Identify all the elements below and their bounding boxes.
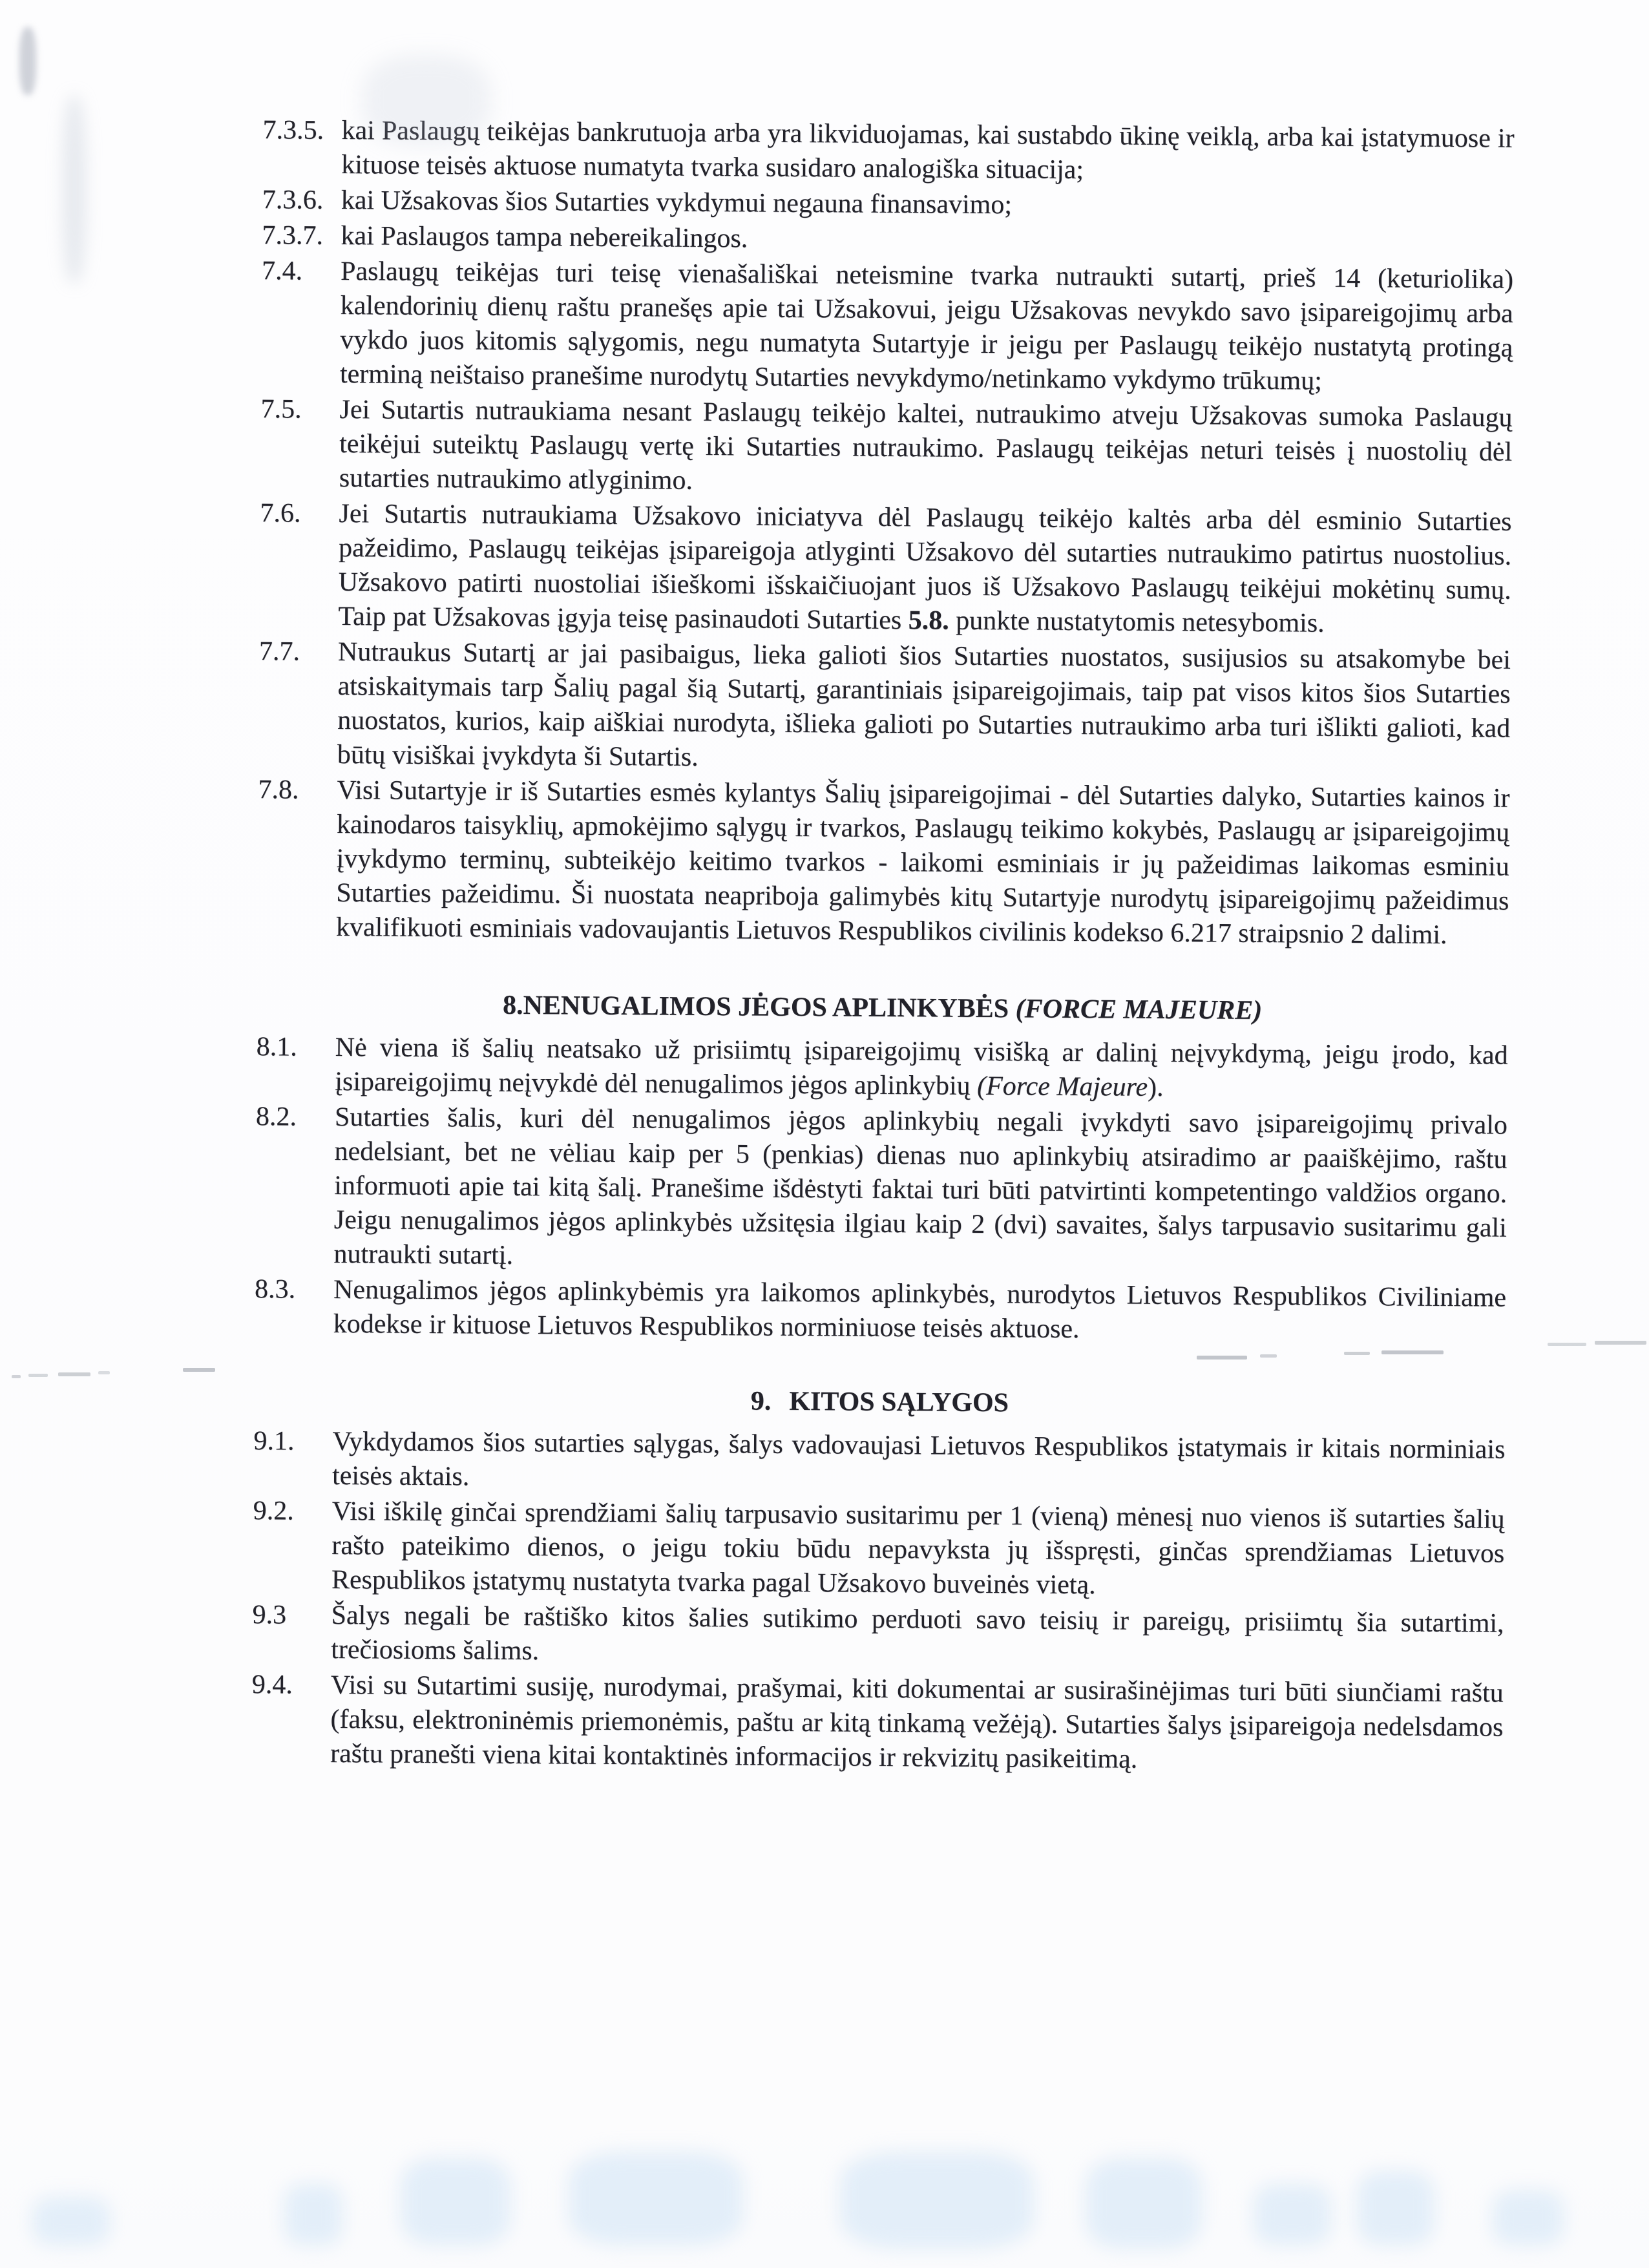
clause-text: Paslaugų teikėjas turi teisę vienašališkai neteismine tvarka nutraukti sutartį, prieš 14 (keturiolika) kalendorinių dienų raštu pranešęs apie tai Užsakovui, jeigu Užsakovas nevykdo savo įsipareigojimų arba vykdo juos kitomis sąlygomis, negu numatyta Sutartyje ir jeigu per Paslaugų teikėjo nustatytą protingą terminą neištaiso pranešime nurodytų Sutarties nevykdymo/netinkamo vykdymo trūkumų; xyxy=(339,257,1514,396)
scan-bottom-streak xyxy=(1357,2171,1434,2245)
section-9-title: KITOS SĄLYGOS xyxy=(789,1386,1009,1418)
section-8-heading xyxy=(257,987,1508,1030)
clause-number: 8.2. xyxy=(255,1102,297,1132)
clause-number: 7.5. xyxy=(260,394,302,425)
clause-text xyxy=(335,1031,1508,1108)
clause-text: Visi Sutartyje ir iš Sutarties esmės kylantys Šalių įsipareigojimai - dėl Sutarties dalyko, Sutarties kainos ir kainodaros taisyklių, apmokėjimo sąlygų ir tvarkos, Paslaugų teikimo kokybės, Paslaugų ar įsipareigojimų įvykdymo terminų, subteikėjo keitimo tvarkos - laikomi esminiais ir jų pažeidimas laikomas esminiu Sutarties pažeidimu. Ši nuostata neapriboja galimybės kitų Sutartyje nurodytų įsipareigojimų pažeidimus kvalifikuoti esminiais vadovaujantis Lietuvos Respublikos civilinis kodekso 6.217 straipsnio 2 dalimi. xyxy=(335,775,1510,950)
clause-text: Sutarties šalis, kuri dėl nenugalimos jėgos aplinkybių negali įvykdyti savo įsipareigojimų privalo nedelsiant, bet ne vėliau kaip per 5 (penkias) dienas nuo aplinkybių atsiradimo ar paaiškėjimo, raštu informuoti apie tai kitą šalį. Pranešime išdėstyti faktai turi būti patvirtinti kompetentingo valdžios organo. Jeigu nenugalimos jėgos aplinkybės užsitęsia ilgiau kaip 2 (dvi) savaites, šalys tarpusavio susitarimu gali nutraukti sutartį. xyxy=(333,1102,1508,1270)
scan-bottom-streak xyxy=(1254,2184,1331,2245)
scan-bottom-streak xyxy=(1086,2158,1202,2249)
clause-8-2 xyxy=(255,1100,1507,1280)
clause-number: 7.7. xyxy=(258,636,300,667)
clause-text: Visi iškilę ginčai sprendžiami šalių tarpusavio susitarimu per 1 (vieną) mėnesį nuo vienos iš sutarties šalių rašto pateikimo dienos, o jeigu tokiu būdu nepavyksta jų išspręsti, ginčas sprendžiamas Lietuvos Respublikos įstatymų nustatyta tvarka pagal Užsakovo buveinės vietą. xyxy=(331,1496,1505,1601)
clause-7-4 xyxy=(261,254,1513,400)
clause-number: 7.6. xyxy=(260,498,301,529)
clause-7-5 xyxy=(260,392,1513,504)
clause-9-2 xyxy=(253,1494,1505,1606)
clause-9-1 xyxy=(253,1424,1506,1502)
clause-number: 9.3 xyxy=(252,1600,287,1630)
clause-text xyxy=(338,497,1511,642)
clause-text: kai Užsakovas šios Sutarties vykdymui negauna finansavimo; xyxy=(341,185,1013,220)
clause-7-3-5 xyxy=(262,113,1515,191)
section-9-heading xyxy=(254,1381,1506,1424)
scan-bottom-streak xyxy=(1493,2190,1564,2245)
clause-text: kai Paslaugų teikėjas bankrutuoja arba yra likviduojamas, kai sustabdo ūkinę veiklą, arba kai įstatymuose ir kituose teisės aktuose numatyta tvarka susidaro analogiška situacija; xyxy=(341,116,1515,185)
clause-number: 7.8. xyxy=(258,775,299,805)
clause-8-1 xyxy=(256,1030,1508,1108)
clause-7-6 xyxy=(259,496,1511,642)
clause-number: 7.3.5. xyxy=(262,115,324,145)
clause-text: Vykdydamos šios sutarties sąlygas, šalys vadovaujasi Lietuvos Respublikos įstatymais ir kitais norminiais teisės aktais. xyxy=(331,1426,1506,1492)
clause-number: 8.3. xyxy=(254,1274,296,1305)
clause-text: Jei Sutartis nutraukiama nesant Paslaugų teikėjo kaltei, nutraukimo atveju Užsakovas sumoka Paslaugų teikėjui suteiktų Paslaugų vertę iki Sutarties nutraukimo. Paslaugų teikėjas neturi teisės į nuostolių dėl sutarties nutraukimo atlyginimo. xyxy=(339,395,1513,496)
clause-9-4 xyxy=(251,1668,1504,1780)
scan-bottom-streak xyxy=(32,2197,110,2245)
clause-bold-ref: 5.8. xyxy=(908,605,949,636)
clause-7-7 xyxy=(258,635,1511,781)
clause-text: Visi su Sutartimi susiję, nurodymai, prašymai, kiti dokumentai ar susirašinėjimas turi būti siunčiami raštu (faksu, elektroninėmis priemonėmis, paštu ar kitą tinkamą vežėją). Sutarties šalys įsipareigoja nedelsdamos raštu pranešti viena kitai kontaktinės informacijos ir rekvizitų pasikeitimą. xyxy=(330,1670,1504,1774)
scan-bottom-streak xyxy=(401,2158,510,2245)
clause-8-3 xyxy=(255,1272,1507,1350)
section-9-number: 9. xyxy=(750,1386,772,1416)
clause-number: 9.4. xyxy=(251,1670,293,1700)
clause-text: kai Paslaugos tampa nebereikalingos. xyxy=(341,221,748,254)
scan-bottom-streak xyxy=(284,2184,342,2245)
clause-text: Šalys negali be raštiško kitos šalies sutikimo perduoti savo teisių ir pareigų, prisiimtų šia sutartimi, trečiosioms šalims. xyxy=(331,1600,1504,1666)
clause-text: Nutraukus Sutartį ar jai pasibaigus, lieka galioti šios Sutarties nuostatos, susijusios su atsakomybe bei atsiskaitymais tarp Šalių pagal šią Sutartį, garantiniais įsipareigojimais, taip pat visos kitos šios Sutarties nuostatos, kurios, kaip aiškiai nurodyta, išlieka galioti po Sutarties nutraukimo arba turi išlikti galioti, kad būtų visiškai įvykdyta ši Sutartis. xyxy=(337,637,1511,772)
clause-7-8 xyxy=(257,773,1510,953)
clause-text-part: punkte nustatytomis netesybomis. xyxy=(949,605,1325,638)
section-8-title: 8.NENUGALIMOS JĖGOS APLINKYBĖS xyxy=(502,990,1016,1024)
clause-text: Nenugalimos jėgos aplinkybėmis yra laikomos aplinkybės, nurodytos Lietuvos Respublikos Civiliniame kodekse ir kituose Lietuvos Respublikos norminiuose teisės aktuose. xyxy=(333,1274,1507,1345)
clause-number: 7.4. xyxy=(261,256,303,286)
clause-number: 7.3.6. xyxy=(262,185,324,215)
clause-text-part: Nė viena iš šalių neatsako už prisiimtų įsipareigojimų visišką ar dalinį neįvykdymą, jeigu įrodo, kad įsipareigojimų neįvykdė dėl nenugalimos jėgos aplinkybių xyxy=(335,1032,1508,1101)
scan-bottom-streak xyxy=(569,2152,743,2245)
clause-text-part: ). xyxy=(1147,1072,1164,1102)
clause-number: 9.2. xyxy=(253,1496,294,1526)
scan-bottom-streak xyxy=(840,2152,1034,2249)
section-8-title-italic: (FORCE MAJEURE) xyxy=(1015,994,1263,1026)
clause-number: 7.3.7. xyxy=(262,220,324,251)
clause-italic-term: (Force Majeure xyxy=(976,1071,1148,1102)
clause-number: 8.1. xyxy=(256,1032,297,1062)
clause-text-part: Jei Sutartis nutraukiama Užsakovo iniciatyva dėl Paslaugų teikėjo kaltės arba dėl esminio Sutarties pažeidimo, Paslaugų teikėjas įsipareigoja atlyginti Užsakovo dėl sutarties nutraukimo patirtus nuostolius. Užsakovo patirti nuostoliai išieškomi išskaičiuojant juos iš Užsakovo Paslaugų teikėjui mokėtinų sumų. Taip pat Užsakovas įgyja teisę pasinaudoti Sutarties xyxy=(338,499,1512,636)
clause-9-3 xyxy=(252,1598,1504,1675)
clause-number: 9.1. xyxy=(253,1426,295,1456)
